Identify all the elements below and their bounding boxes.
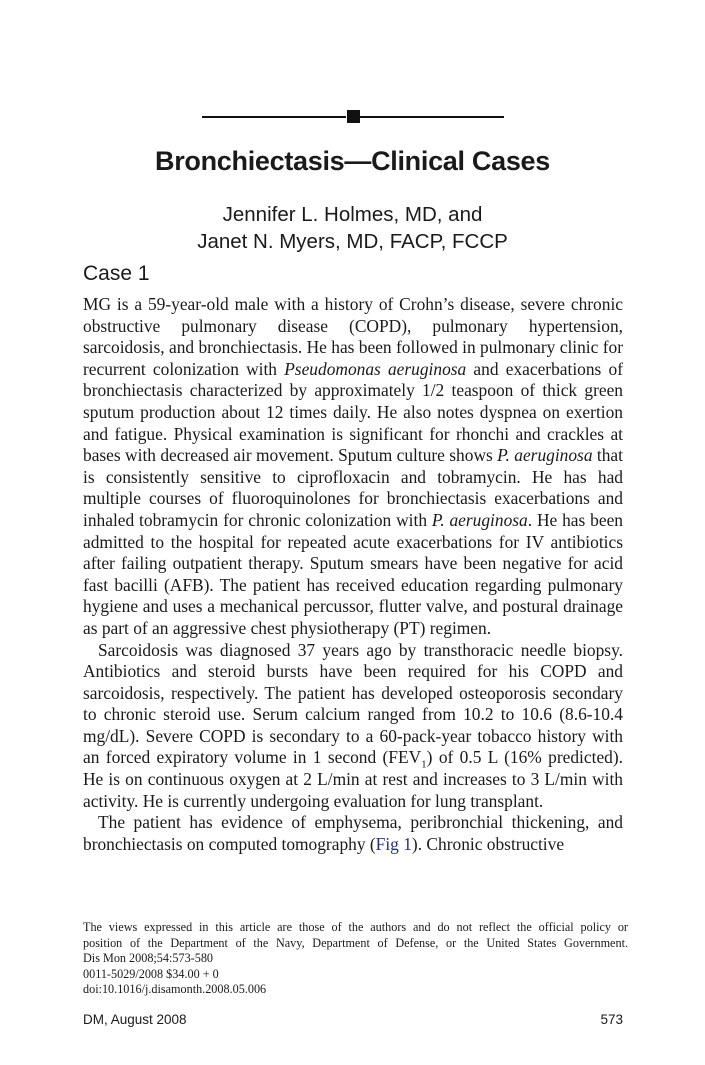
author-line-2: Janet N. Myers, MD, FACP, FCCP — [197, 230, 508, 253]
article-body — [83, 294, 623, 855]
footnote-doi: doi:10.1016/j.disamonth.2008.05.006 — [83, 982, 267, 997]
ornament-left-rule — [202, 116, 346, 118]
author-line-1: Jennifer L. Holmes, MD, and — [222, 203, 483, 226]
p1-italic-3: P. aeruginosa — [431, 509, 528, 530]
journal-date: DM, August 2008 — [83, 1012, 187, 1027]
paragraph-3 — [83, 812, 623, 855]
footnote-citation: Dis Mon 2008;54:573-580 — [83, 951, 214, 966]
p3-text-1: The patient has evidence of emphysema, peribronchial thickening, and bronchiectasis on computed tomography ( — [83, 812, 623, 854]
p2-text-1: Sarcoidosis was diagnosed 37 years ago by transthoracic needle biopsy. Antibiotics and steroid bursts have been required for his COPD and sarcoidosis, respectively. The patient has developed osteoporosis secondary to chronic steroid use. Serum calcium ranged from 10.2 to 10.6 (8.6-10.4 mg/dL). Severe COPD is secondary to a 60-pack-year tobacco history with an forced expiratory volume in 1 second (FEV — [83, 639, 623, 768]
paragraph-2 — [83, 640, 623, 813]
paragraph-1 — [83, 294, 623, 640]
p1-text-1: MG is a 59-year-old male with a history of Crohn’s disease, severe chronic obstructive pulmonary disease (COPD), pulmonary hypertension, sarcoidosis, and bronchiectasis. He has been followed in pulmonary clinic for recurrent colonization with — [83, 294, 623, 379]
p3-text-2: ). Chronic obstructive — [411, 833, 565, 854]
figure-1-link[interactable]: Fig 1 — [375, 833, 412, 854]
ornament-square-icon — [347, 110, 360, 123]
p1-italic-2: P. aeruginosa — [497, 445, 593, 466]
author-block — [0, 201, 705, 255]
page-number: 573 — [600, 1012, 623, 1027]
title-ornament — [202, 110, 504, 124]
footnote-issn-price: 0011-5029/2008 $34.00 + 0 — [83, 966, 219, 981]
p1-text-3: that is consistently sensitive to ciprofloxacin and tobramycin. He has had multiple courses of fluoroquinolones for bronchiectasis exacerbations and inhaled tobramycin for chronic colonization with — [83, 445, 623, 530]
p1-text-4: . He has been admitted to the hospital for repeated acute exacerbations for IV antibiotics after failing outpatient therapy. Sputum smears have been negative for acid fast bacilli (AFB). The patient has received education regarding pulmonary hygiene and uses a mechanical percussor, flutter valve, and postural drainage as part of an aggressive chest physiotherapy (PT) regimen. — [83, 509, 623, 638]
case-heading: Case 1 — [83, 262, 150, 285]
ornament-right-rule — [360, 116, 504, 118]
p1-text-2: and exacerbations of bronchiectasis characterized by approximately 1/2 teaspoon of thick green sputum production about 12 times daily. He also notes dyspnea on exertion and fatigue. Physical examination is significant for rhonchi and crackles at bases with decreased air movement. Sputum culture shows — [83, 358, 623, 466]
footnote-block — [83, 920, 628, 998]
p2-text-2: ) of 0.5 L (16% predicted). He is on continuous oxygen at 2 L/min at rest and increases to 3 L/min with activity. He is currently undergoing evaluation for lung transplant. — [83, 747, 623, 811]
page-footer — [83, 1012, 623, 1027]
footnote-line-2: position of the Department of the Navy, Department of Defense, or the United States Government. — [83, 935, 628, 950]
p1-italic-1: Pseudomonas aeruginosa — [284, 358, 467, 379]
footnote-line-1: The views expressed in this article are those of the authors and do not reflect the official policy or — [83, 920, 628, 934]
p2-subscript: 1 — [421, 758, 427, 771]
article-title: Bronchiectasis—Clinical Cases — [155, 146, 550, 176]
